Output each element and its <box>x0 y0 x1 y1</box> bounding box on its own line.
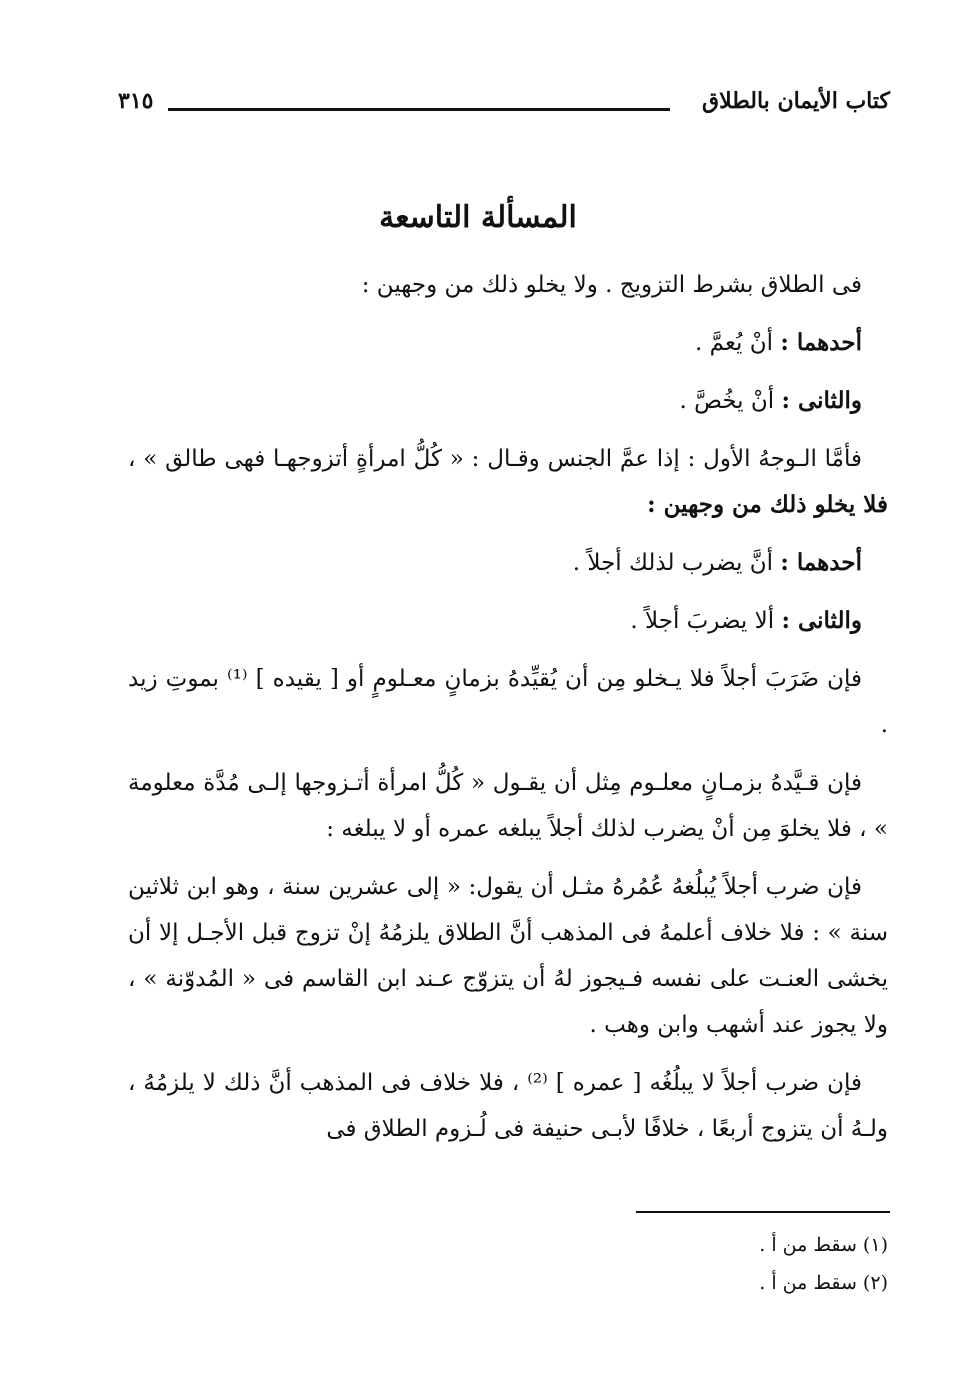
paragraph-4-bold: فلا يخلو ذلك من وجهين : <box>647 491 888 518</box>
paragraph-2 <box>128 320 888 366</box>
page-number: ٣١٥ <box>118 88 154 114</box>
body-text <box>128 262 888 1164</box>
paragraph-1: فى الطلاق بشرط التزويج . ولا يخلو ذلك من وجهين : <box>361 272 862 298</box>
footnote-2: (٢) سقط من أ . <box>759 1272 888 1294</box>
paragraph-4-text: فأمَّا الـوجهُ الأول : إذا عمَّ الجنس وقـال : « كُلُّ امرأةٍ أتزوجهـا فهى طالق » ، <box>128 446 862 472</box>
paragraph-5 <box>128 540 888 586</box>
item-label: أحدهما : <box>780 549 862 576</box>
header-title: كتاب الأيمان بالطلاق <box>702 88 890 114</box>
section-title: المسألة التاسعة <box>379 200 577 235</box>
paragraph-9: فإن ضرب أجلاً يُبلُغهُ عُمُرهُ مثـل أن يقول: « إلى عشرين سنة ، وهو ابن ثلاثين سنة » : فلا خلاف أعلمهُ فى المذهب أنَّ الطلاق يلزمُهُ إنْ تزوج قبل الأجـل إلا أن يخشى العنـت على نفسه فـيجوز لهُ أن يتزوّج عـند ابن القاسم فى « المُدوّنة » ، ولا يجوز عند أشهب وابن وهب . <box>128 874 888 1038</box>
footnote-rule <box>636 1211 890 1213</box>
header-rule <box>168 108 670 111</box>
paragraph-8: فإن قـيَّدهُ بزمـانٍ معلـوم مِثل أن يقـول « كُلُّ امرأة أتـزوجها إلـى مُدَّة معلومة » ، فلا يخلوَ مِن أنْ يضرب لذلك أجلاً يبلغه عمره أو لا يبلغه : <box>128 770 888 842</box>
footnotes <box>759 1226 888 1302</box>
item-text: أنْ يخُصَّ . <box>679 388 775 414</box>
item-label: والثانى : <box>781 607 862 634</box>
item-text: ألا يضربَ أجلاً . <box>630 608 775 634</box>
item-label: أحدهما : <box>780 329 862 356</box>
paragraph-4 <box>128 436 888 528</box>
item-label: والثانى : <box>781 387 862 414</box>
paragraph-6 <box>128 598 888 644</box>
running-header <box>118 86 890 126</box>
paragraph-10: فإن ضرب أجلاً لا يبلُغُه [ عمره ] ⁽²⁾ ، فلا خلاف فى المذهب أنَّ ذلك لا يلزمُهُ ، ولـهُ أن يتزوج أربعًا ، خلافًا لأبـى حنيفة فى لُـزوم الطلاق فى <box>128 1070 888 1142</box>
paragraph-3 <box>128 378 888 424</box>
footnote-1: (١) سقط من أ . <box>759 1234 888 1256</box>
item-text: أنَّ يضرب لذلك أجلاً . <box>572 550 774 576</box>
paragraph-7: فإن ضَرَبَ أجلاً فلا يـخلو مِن أن يُقيِّدهُ بزمانٍ معـلومٍ أو [ يقيده ] ⁽¹⁾ بموتِ زيد . <box>128 666 888 738</box>
item-text: أنْ يُعمَّ . <box>695 330 774 356</box>
